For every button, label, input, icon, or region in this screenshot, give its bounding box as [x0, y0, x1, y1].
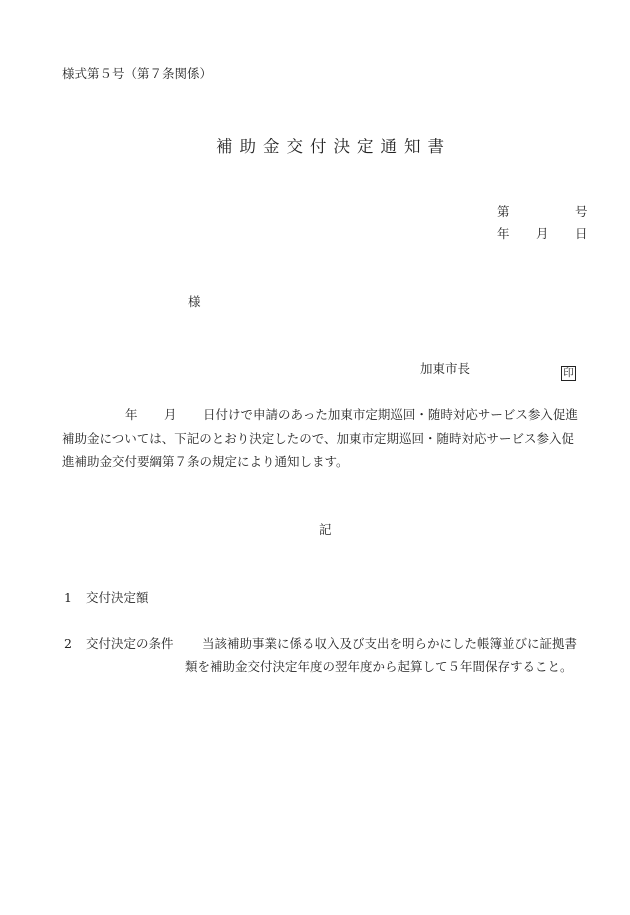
form-label: 様式第５号（第７条関係）	[62, 66, 213, 81]
item-2-text-line1: 当該補助事業に係る収入及び支出を明らかにした帳簿並びに証拠書	[202, 636, 578, 651]
body-month: 月	[164, 407, 177, 422]
item-2-number: 2	[64, 636, 72, 651]
date-day: 日	[575, 226, 588, 241]
item-1-number: 1	[64, 590, 72, 605]
seal-mark	[561, 361, 576, 381]
number-prefix: 第	[497, 204, 510, 219]
ki-heading: 記	[319, 522, 332, 537]
item-2-text-line2: 類を補助金交付決定年度の翌年度から起算して５年間保存すること。	[185, 659, 573, 674]
sender-name: 加東市長	[420, 361, 471, 376]
body-line2: 補助金については、下記のとおり決定したので、加東市定期巡回・随時対応サービス参入促	[62, 431, 575, 446]
date-year: 年	[497, 226, 510, 241]
date-month: 月	[536, 226, 549, 241]
addressee-honorific: 様	[188, 294, 201, 309]
number-suffix: 号	[575, 204, 588, 219]
document-title: 補助金交付決定通知書	[216, 137, 451, 156]
body-year: 年	[125, 407, 138, 422]
seal-text: 印	[561, 366, 576, 381]
body-line3: 進補助金交付要綱第７条の規定により通知します。	[62, 454, 349, 469]
item-1-label: 交付決定額	[86, 590, 149, 605]
item-2-label: 交付決定の条件	[86, 636, 174, 651]
body-line1: 日付けで申請のあった加東市定期巡回・随時対応サービス参入促進	[203, 407, 578, 422]
